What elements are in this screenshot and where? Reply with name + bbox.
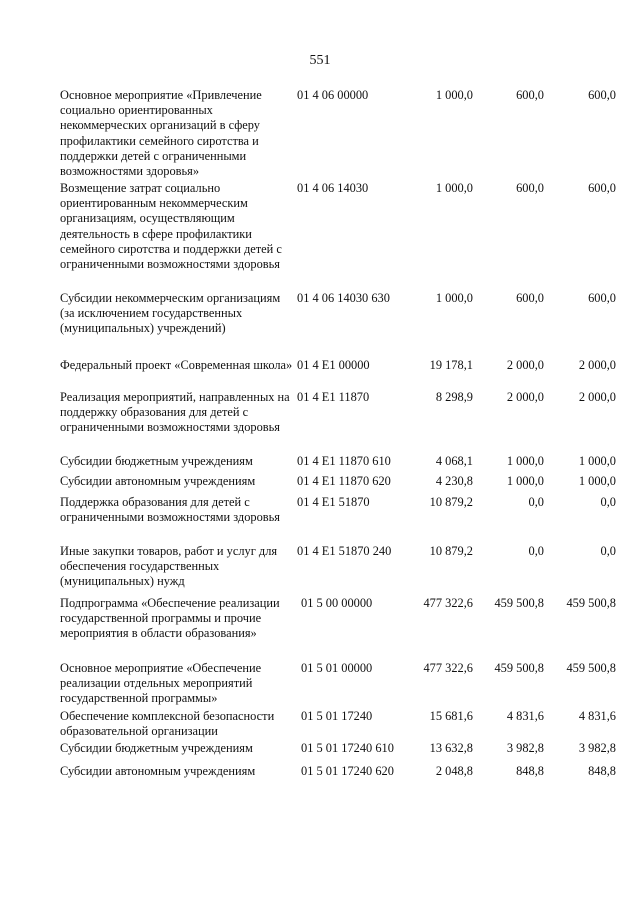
item-name: Федеральный проект «Современная школа»: [60, 358, 293, 372]
item-name: Субсидии автономным учреждениям: [60, 474, 256, 488]
amount-year-1: 477 322,6: [423, 661, 473, 675]
budget-code: 01 5 01 17240 620: [301, 764, 394, 778]
amount-year-3: 2 000,0: [578, 390, 616, 404]
amount-year-1: 1 000,0: [435, 291, 473, 305]
amount-year-3: 0,0: [600, 544, 616, 558]
amount-year-3: 600,0: [588, 88, 616, 102]
item-name: Поддержка образования для детей с ограниченными возможностями здоровья: [60, 495, 281, 525]
amount-year-1: 8 298,9: [435, 390, 473, 404]
budget-code: 01 4 E1 51870: [297, 495, 370, 509]
item-name: Обеспечение комплексной безопасности образовательной организации: [60, 709, 275, 739]
amount-year-2: 0,0: [528, 544, 544, 558]
item-name: Реализация мероприятий, направленных на поддержку образования для детей с ограниченными возможностями здоровья: [60, 390, 290, 435]
amount-year-3: 600,0: [588, 291, 616, 305]
amount-year-1: 4 068,1: [435, 454, 473, 468]
item-name: Субсидии бюджетным учреждениям: [60, 741, 253, 755]
amount-year-2: 848,8: [516, 764, 544, 778]
budget-code: 01 4 E1 11870: [297, 390, 370, 404]
item-name: Субсидии автономным учреждениям: [60, 764, 256, 778]
item-name: Основное мероприятие «Привлечение социально ориентированных некоммерческих организаций в сферу профилактики семейного сиротства и поддержки детей с ограниченными возможностями здоровья»: [60, 88, 262, 179]
budget-code: 01 4 06 14030: [297, 181, 369, 195]
budget-code: 01 4 06 14030 630: [297, 291, 390, 305]
table-row: [0, 544, 640, 596]
amount-year-1: 477 322,6: [423, 596, 473, 610]
table-row: [0, 596, 640, 661]
amount-year-1: 1 000,0: [435, 88, 473, 102]
table-row: [0, 495, 640, 544]
amount-year-1: 2 048,8: [435, 764, 473, 778]
amount-year-3: 600,0: [588, 181, 616, 195]
budget-code: 01 5 01 00000: [301, 661, 373, 675]
budget-code: 01 4 E1 00000: [297, 358, 370, 372]
amount-year-3: 459 500,8: [566, 661, 616, 675]
amount-year-1: 10 879,2: [429, 544, 473, 558]
amount-year-3: 1 000,0: [578, 474, 616, 488]
amount-year-2: 3 982,8: [506, 741, 544, 755]
budget-code: 01 5 01 17240 610: [301, 741, 394, 755]
amount-year-3: 4 831,6: [578, 709, 616, 723]
item-name: Иные закупки товаров, работ и услуг для обеспечения государственных (муниципальных) нужд: [60, 544, 278, 589]
item-name: Основное мероприятие «Обеспечение реализации отдельных мероприятий государственной программы»: [60, 661, 262, 706]
table-row: [0, 291, 640, 358]
amount-year-2: 2 000,0: [506, 390, 544, 404]
budget-code: 01 4 E1 11870 610: [297, 454, 391, 468]
table-row: [0, 764, 640, 784]
amount-year-1: 10 879,2: [429, 495, 473, 509]
table-row: [0, 474, 640, 495]
budget-code: 01 4 E1 11870 620: [297, 474, 391, 488]
table-row: [0, 358, 640, 390]
amount-year-1: 13 632,8: [429, 741, 473, 755]
amount-year-2: 2 000,0: [506, 358, 544, 372]
amount-year-1: 19 178,1: [429, 358, 473, 372]
table-row: [0, 709, 640, 741]
amount-year-2: 0,0: [528, 495, 544, 509]
amount-year-3: 848,8: [588, 764, 616, 778]
amount-year-3: 2 000,0: [578, 358, 616, 372]
table-row: [0, 88, 640, 181]
item-name: Подпрограмма «Обеспечение реализации государственной программы и прочие мероприятия в области образования»: [60, 596, 280, 641]
budget-code: 01 4 06 00000: [297, 88, 369, 102]
budget-code: 01 5 00 00000: [301, 596, 373, 610]
amount-year-2: 600,0: [516, 88, 544, 102]
amount-year-2: 1 000,0: [506, 454, 544, 468]
amount-year-1: 4 230,8: [435, 474, 473, 488]
budget-code: 01 4 E1 51870 240: [297, 544, 392, 558]
amount-year-1: 1 000,0: [435, 181, 473, 195]
amount-year-2: 600,0: [516, 181, 544, 195]
amount-year-2: 4 831,6: [506, 709, 544, 723]
item-name: Субсидии бюджетным учреждениям: [60, 454, 253, 468]
item-name: Субсидии некоммерческим организациям (за исключением государственных (муниципальных) учреждений): [60, 291, 281, 336]
amount-year-2: 600,0: [516, 291, 544, 305]
table-row: [0, 741, 640, 764]
table-row: [0, 181, 640, 291]
amount-year-3: 0,0: [600, 495, 616, 509]
amount-year-2: 459 500,8: [494, 596, 544, 610]
amount-year-2: 459 500,8: [494, 661, 544, 675]
budget-code: 01 5 01 17240: [301, 709, 373, 723]
amount-year-3: 1 000,0: [578, 454, 616, 468]
amount-year-3: 459 500,8: [566, 596, 616, 610]
amount-year-3: 3 982,8: [578, 741, 616, 755]
item-name: Возмещение затрат социально ориентированным некоммерческим организациям, осуществляющим деятельность в сфере профилактики семейного сиротства и поддержки детей с ограниченными возможностями здоровья: [60, 181, 282, 272]
table-row: [0, 661, 640, 709]
table-row: [0, 454, 640, 474]
amount-year-2: 1 000,0: [506, 474, 544, 488]
table-row: [0, 390, 640, 454]
page-number: 551: [309, 53, 331, 68]
budget-table: [0, 88, 640, 784]
amount-year-1: 15 681,6: [429, 709, 473, 723]
